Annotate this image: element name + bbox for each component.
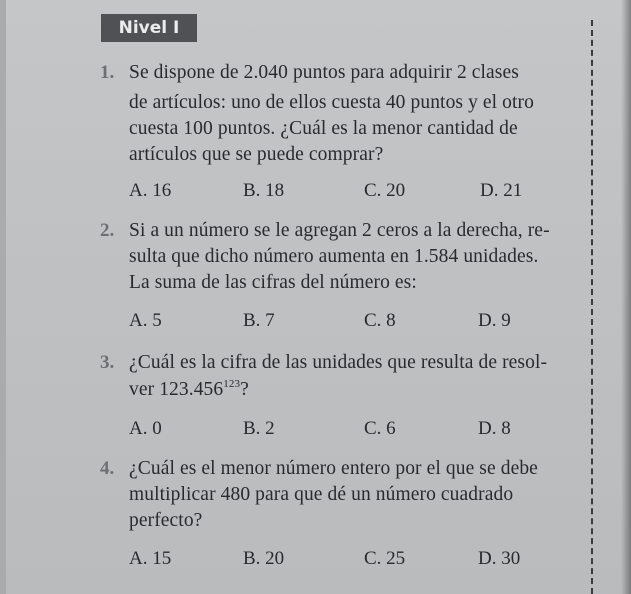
option-c: C. 25	[364, 548, 406, 569]
option-d: D. 21	[480, 180, 523, 201]
expression-base: 123.456	[159, 379, 224, 400]
level-heading: Nivel I	[101, 14, 197, 42]
question-text-line: multiplicar 480 para que dé un número cuadrado	[129, 484, 514, 505]
page-left-edge	[0, 0, 6, 594]
question-number: 2.	[100, 220, 115, 241]
question-expression	[129, 378, 249, 401]
question-number: 4.	[100, 458, 115, 479]
page-right-shadow	[621, 0, 631, 594]
question-text-line: ¿Cuál es el menor número entero por el que se debe	[129, 458, 538, 479]
option-c: C. 8	[364, 310, 396, 331]
question-text-line: artículos que se puede comprar?	[129, 144, 384, 165]
option-b: B. 18	[243, 180, 285, 201]
question-text-line: La suma de las cifras del número es:	[129, 272, 417, 293]
question-text-line: perfecto?	[129, 510, 203, 531]
option-d: D. 8	[478, 418, 511, 439]
question-text-line: Si a un número se le agregan 2 ceros a la derecha, re-	[129, 220, 550, 241]
option-b: B. 2	[243, 418, 275, 439]
option-a: A. 5	[129, 310, 162, 331]
dashed-margin-line	[591, 20, 593, 594]
question-text-line: cuesta 100 puntos. ¿Cuál es la menor cantidad de	[129, 118, 518, 139]
question-number: 3.	[100, 352, 115, 373]
option-c: C. 20	[364, 180, 406, 201]
question-text-line: de artículos: uno de ellos cuesta 40 puntos y el otro	[129, 92, 534, 113]
option-b: B. 7	[243, 310, 275, 331]
option-c: C. 6	[364, 418, 396, 439]
option-a: A. 16	[129, 180, 172, 201]
option-d: D. 30	[478, 548, 521, 569]
option-d: D. 9	[478, 310, 511, 331]
question-text-line: sulta que dicho número aumenta en 1.584 unidades.	[129, 246, 539, 267]
question-text-line: Se dispone de 2.040 puntos para adquirir 2 clases	[129, 62, 519, 83]
expression-suffix: ?	[240, 379, 249, 400]
option-b: B. 20	[243, 548, 285, 569]
option-a: A. 15	[129, 548, 172, 569]
expression-exponent: 123	[223, 378, 241, 390]
expression-prefix: ver	[129, 379, 160, 400]
question-text-line: ¿Cuál es la cifra de las unidades que resulta de resol-	[129, 352, 548, 373]
option-a: A. 0	[129, 418, 162, 439]
question-number: 1.	[100, 62, 115, 83]
